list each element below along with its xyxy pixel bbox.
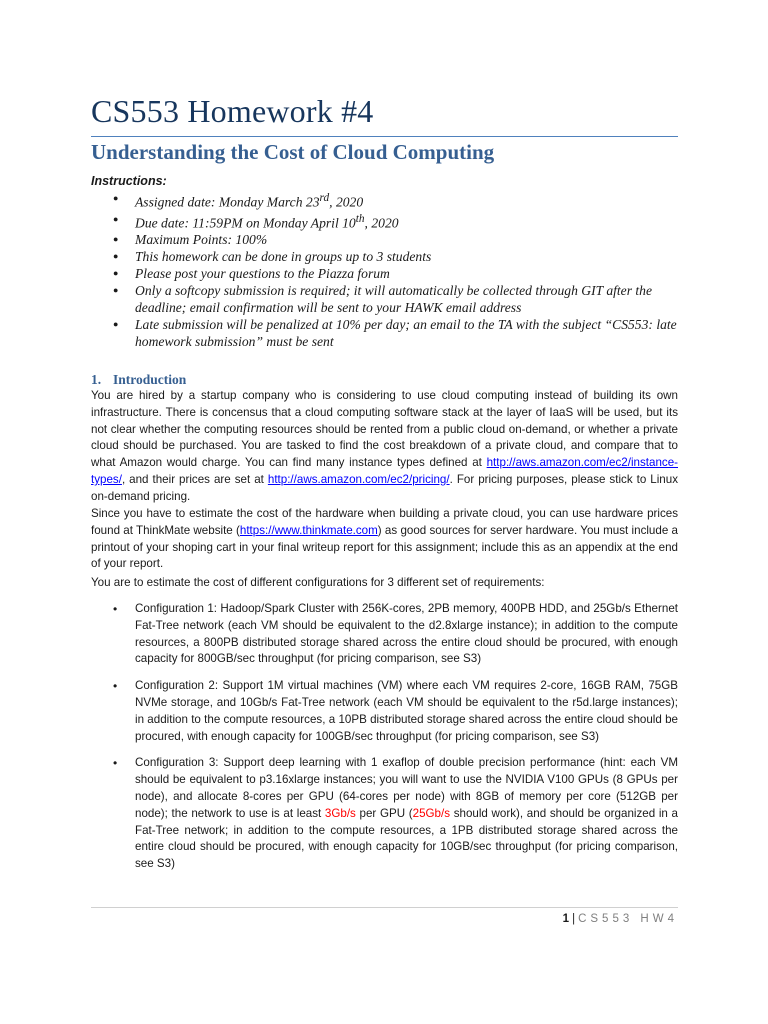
assigned-date-ordinal: rd: [319, 192, 330, 204]
configuration-1: • Configuration 1: Hadoop/Spark Cluster with 256K-cores, 2PB memory, 400PB HDD, and 25Gb/s Ethernet Fat-Tree network (each VM should be equivalent to the d2.8xlarge instance); in addition to the compute resources, a 800PB distributed storage shared across the entire cloud should be procured, with enough capacity for 800GB/sec throughput (for pricing comparison, see S3): [91, 601, 678, 668]
instruction-groups: ● This homework can be done in groups up to 3 students: [91, 248, 681, 265]
configuration-2: • Configuration 2: Support 1M virtual machines (VM) where each VM requires 2-core, 16GB RAM, 75GB NVMe storage, and 10Gb/s Fat-Tree network (each VM should be equivalent to the r5d.large instances); in addition to the compute resources, a 10PB distributed storage shared across the entire cloud should be procured, with enough capacity for 100GB/sec throughput (for pricing comparison, see S3): [91, 678, 678, 745]
thinkmate-link[interactable]: https://www.thinkmate.com: [239, 523, 378, 537]
config3-text-b: per GPU (: [355, 806, 413, 820]
document-subtitle: Understanding the Cost of Cloud Computing: [91, 140, 495, 164]
intro-paragraph-1: [91, 388, 678, 506]
instruction-assigned-date: [91, 190, 681, 211]
section-number: 1.: [91, 372, 102, 387]
instance-types-link[interactable]: http://aws.amazon.com/ec2/instance-types/: [91, 456, 678, 486]
intro-paragraph-3: You are to estimate the cost of different configurations for 3 different set of requirements:: [91, 576, 545, 589]
intro-p2-text: Since you have to estimate the cost of the hardware when building a private cloud, you can use hardware prices found at ThinkMate website (: [91, 507, 678, 537]
instruction-forum: ● Please post your questions to the Piazza forum: [91, 265, 681, 282]
intro-p1-mid: , and their prices are set at: [121, 472, 268, 486]
instructions-list: [91, 190, 681, 350]
instruction-max-points: ● Maximum Points: 100%: [91, 231, 681, 248]
footer-divider: [91, 907, 678, 908]
configuration-3: [91, 755, 678, 873]
instruction-softcopy: ● Only a softcopy submission is required; it will automatically be collected through GIT after the deadline; email confirmation will be sent to your HAWK email address: [91, 282, 681, 316]
instructions-heading: Instructions:: [91, 174, 167, 188]
config3-text-a: Configuration 3: Support deep learning with 1 exaflop of double precision performance (hint: each VM should be equivalent to p3.16xlarge instances; you will want to use the NVIDIA V100 GPUs (8 GPUs per node), and allocate 8-cores per GPU (64-cores per node) with 8GB of memory per core (512GB per node); the network to use is at least: [135, 756, 678, 820]
footer-separator: |: [572, 913, 576, 925]
document-title: CS553 Homework #4: [91, 93, 374, 129]
pricing-link[interactable]: http://aws.amazon.com/ec2/pricing/: [267, 472, 450, 486]
section-title: Introduction: [113, 372, 187, 387]
assigned-date-text: Assigned date: Monday March 23: [135, 194, 320, 210]
assigned-date-year: , 2020: [329, 194, 364, 210]
instruction-due-date: [91, 211, 681, 232]
section-heading-introduction: [91, 372, 186, 388]
title-divider: [91, 136, 678, 137]
page-footer: [563, 913, 678, 925]
footer-course-label: CS553 HW4: [578, 913, 678, 925]
instruction-late-policy: ● Late submission will be penalized at 10% per day; an email to the TA with the subject “CS553: late homework submission” must be sent: [91, 316, 681, 350]
intro-p1-end: . For pricing purposes, please stick to Linux on-demand pricing.: [91, 472, 679, 503]
config3-text-c: should work), and should be organized in a Fat-Tree network; in addition to the compute resources, a 1PB distributed storage shared across the entire cloud should be procured, with enough capacity for 10GB/sec throughput (for pricing comparison, see S3): [135, 806, 678, 871]
due-date-year: , 2020: [364, 215, 399, 231]
intro-p2-end: ) as good sources for server hardware. You must include a printout of your shoping cart in your final writeup report for this assignment; include this as an appendix at the end of your report.: [91, 523, 679, 571]
configurations-list: [91, 601, 678, 883]
due-date-text: Due date: 11:59PM on Monday April 10: [135, 215, 356, 231]
config3-suggested-bandwidth: 25Gb/s: [412, 806, 451, 820]
intro-paragraph-2: [91, 506, 678, 573]
page-number: 1: [562, 913, 570, 925]
intro-p1-text: You are hired by a startup company who is considering to use cloud computing instead of building its own infrastructure. There is concensus that a cloud computing software stack at the layer of IaaS will be used, but its not clear whether the computing resources should be rented from a public cloud on-demand, or whether a private cloud should be purchased. You are tasked to find the cost breakdown of a private cloud, and compare that to what Amazon would charge. You can find many instance types defined at: [91, 389, 678, 470]
due-date-ordinal: th: [355, 212, 365, 225]
config3-min-bandwidth: 3Gb/s: [324, 806, 356, 820]
